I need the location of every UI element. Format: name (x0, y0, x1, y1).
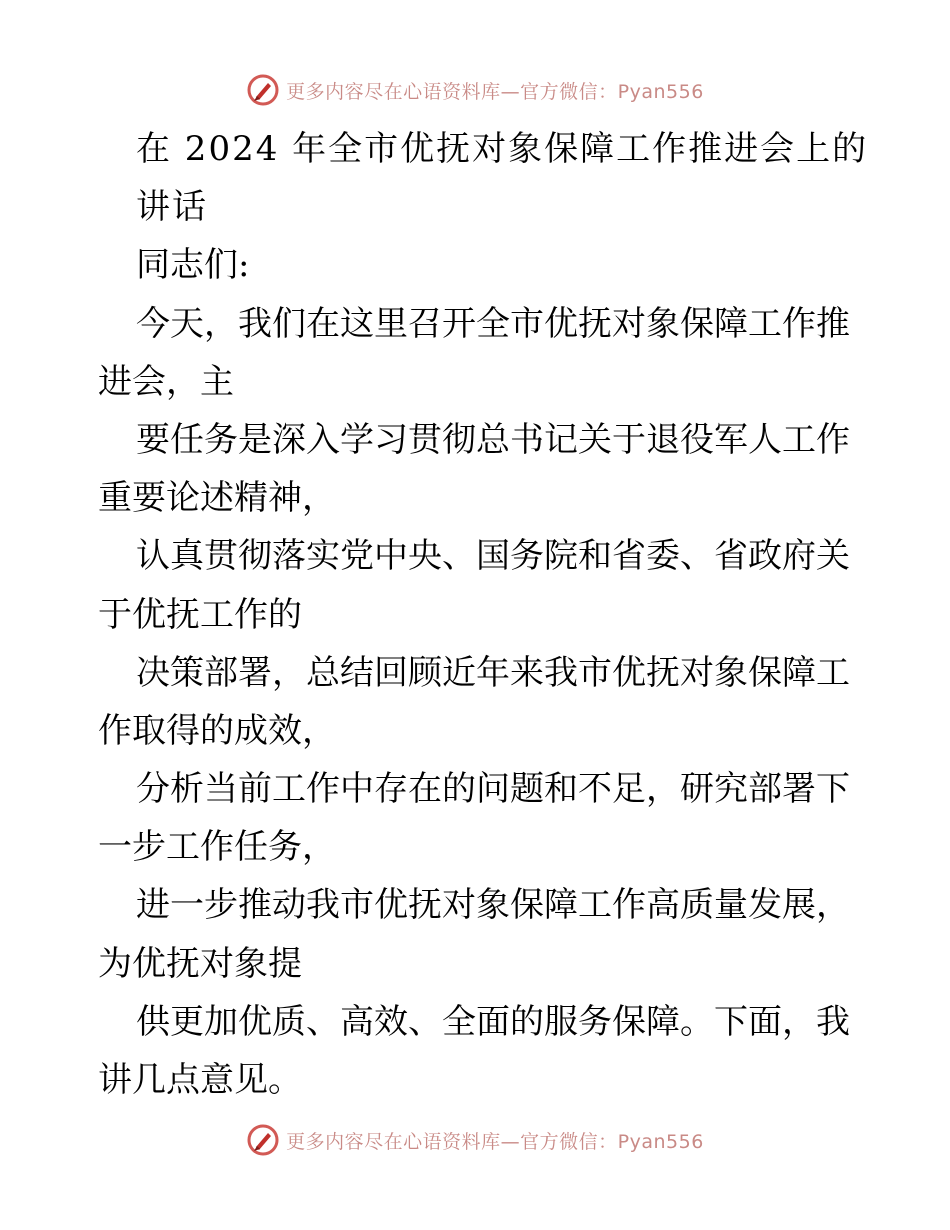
salutation: 同志们: (136, 245, 250, 286)
speech-paragraph (98, 295, 858, 1110)
header-banner (0, 70, 950, 110)
document-title-line-2: 讲话 (136, 187, 208, 228)
paragraph-line: 进一步推动我市优抚对象保障工作高质量发展， (136, 885, 850, 926)
paragraph-line: 供更加优质、高效、全面的服务保障。下面，我 (136, 1001, 850, 1042)
paragraph-line: 今天，我们在这里召开全市优抚对象保障工作推 (136, 303, 850, 344)
paragraph-line: 决策部署，总结回顾近年来我市优抚对象保障工 (136, 652, 850, 693)
paragraph-line: 重要论述精神， (98, 478, 336, 519)
paragraph-line: 讲几点意见。 (98, 1060, 302, 1100)
quill-pen-logo-icon (246, 1123, 280, 1157)
document-body (98, 120, 869, 1109)
paragraph-line: 进会，主 (98, 361, 234, 402)
paragraph-line: 于优抚工作的 (98, 594, 302, 635)
paragraph-line: 分析当前工作中存在的问题和不足，研究部署下 (136, 769, 850, 810)
quill-pen-logo-icon (246, 73, 280, 107)
banner-text: 更多内容尽在心语资料库—官方微信：Pyan556 (286, 80, 704, 103)
paragraph-line: 为优抚对象提 (98, 943, 302, 984)
document-title-line-1: 在 2024 年全市优抚对象保障工作推进会上的 (136, 129, 869, 169)
footer-banner (0, 1120, 950, 1160)
paragraph-line: 作取得的成效， (98, 710, 336, 751)
banner-text: 更多内容尽在心语资料库—官方微信：Pyan556 (286, 1130, 704, 1153)
paragraph-line: 认真贯彻落实党中央、国务院和省委、省政府关 (136, 536, 850, 577)
paragraph-line: 一步工作任务， (98, 827, 336, 868)
paragraph-line: 要任务是深入学习贯彻总书记关于退役军人工作 (136, 419, 850, 460)
